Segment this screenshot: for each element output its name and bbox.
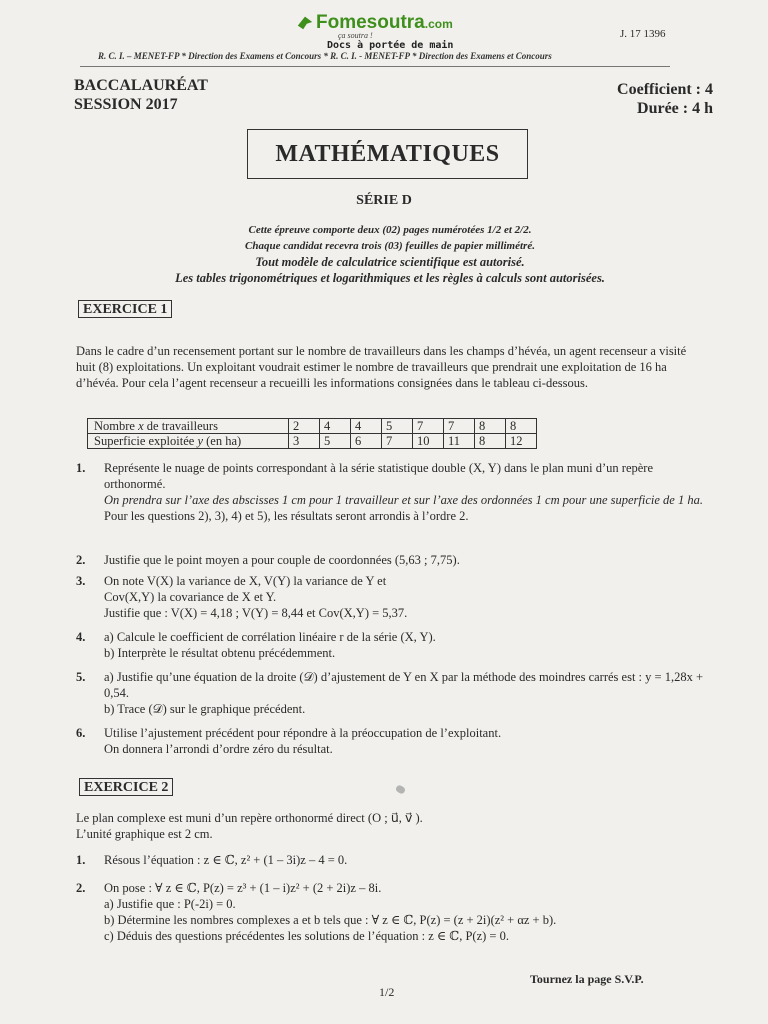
- duration: Durée : 4 h: [637, 100, 713, 117]
- exercice-2-intro: [76, 810, 716, 842]
- institution-band: R. C. I. – MENET-FP * Direction des Examens et Concours * R. C. I. - MENET-FP * Direction des Examens et Concours: [98, 51, 552, 61]
- exercice-1-title: EXERCICE 1: [78, 300, 172, 318]
- instruction-4: Les tables trigonométriques et logarithmiques et les règles à calculs sont autorisées.: [175, 271, 605, 285]
- exam-meta-block: [608, 80, 713, 118]
- table-row: [88, 419, 537, 434]
- ink-smudge: [395, 784, 406, 795]
- data-table: [87, 418, 537, 449]
- table-cell: 5: [320, 434, 351, 449]
- logo-text: Fomesoutra: [316, 12, 425, 33]
- table-cell: 7: [413, 419, 444, 434]
- table-cell: 8: [506, 419, 537, 434]
- exercice-2-intro-2: L’unité graphique est 2 cm.: [76, 827, 213, 841]
- question-1-2: [76, 552, 704, 568]
- question-text: Utilise l’ajustement précédent pour répondre à la préoccupation de l’exploitant.: [104, 726, 502, 740]
- question-part-b: b) Détermine les nombres complexes a et b tels que : ∀ z ∈ ℂ, P(z) = (z + 2i)(z² + αz + b).: [104, 913, 557, 927]
- exam-name: BACCALAURÉAT: [74, 77, 208, 94]
- question-number: 1.: [76, 853, 86, 867]
- question-text: On pose : ∀ z ∈ ℂ, P(z) = z³ + (1 – i)z² + (2 + 2i)z – 8i.: [104, 881, 382, 895]
- table-cell: 8: [475, 419, 506, 434]
- question-1-1: [76, 460, 704, 524]
- table-cell: 12: [506, 434, 537, 449]
- serie-label: SÉRIE D: [356, 193, 412, 208]
- question-text: Résous l’équation : z ∈ ℂ, z² + (1 – 3i)z – 4 = 0.: [104, 853, 348, 867]
- exam-session: SESSION 2017: [74, 96, 178, 113]
- question-part-a: a) Justifie qu’une équation de la droite (𝒟) d’ajustement de Y en X par la méthode des moindres carrés est : y = 1,28x + 0,54.: [104, 670, 704, 700]
- subject-title-box: [247, 129, 528, 179]
- question-number: 4.: [76, 630, 86, 644]
- question-1-5: [76, 669, 704, 717]
- table-cell: 5: [382, 419, 413, 434]
- question-hint: On prendra sur l’axe des abscisses 1 cm pour 1 travailleur et sur l’axe des ordonnées 1 cm pour une superficie de 1 ha.: [104, 493, 703, 507]
- docs-slogan: Docs à portée de main: [327, 40, 454, 51]
- table-row: [88, 434, 537, 449]
- question-1-6: [76, 725, 704, 757]
- table-cell: 8: [475, 434, 506, 449]
- question-part-c: c) Déduis des questions précédentes les solutions de l’équation : z ∈ ℂ, P(z) = 0.: [104, 929, 509, 943]
- instructions: [120, 222, 660, 286]
- question-1-4: [76, 629, 704, 661]
- exercice-1-intro: Dans le cadre d’un recensement portant sur le nombre de travailleurs dans les champs d’hévéa, un agent recenseur a visité huit (8) exploitations. Un exploitant voudrait estimer le nombre de travailleurs que prendrait une exploitation de 16 ha d’hévéa. Pour cela l’agent recenseur a recueilli les informations consignées dans le tableau ci-dessous.: [76, 344, 687, 390]
- table-cell: 4: [320, 419, 351, 434]
- table-cell: 4: [351, 419, 382, 434]
- table-cell: 7: [444, 419, 475, 434]
- logo-suffix: .com: [424, 17, 453, 31]
- question-number: 2.: [76, 881, 86, 895]
- logo-icon: [296, 13, 314, 31]
- header-divider: [80, 66, 670, 67]
- exercice-2-title: EXERCICE 2: [79, 778, 173, 796]
- table-cell: 7: [382, 434, 413, 449]
- table-cell: 6: [351, 434, 382, 449]
- question-text: On donnera l’arrondi d’ordre zéro du résultat.: [104, 742, 333, 756]
- question-text: Cov(X,Y) la covariance de X et Y.: [104, 590, 277, 604]
- table-cell: 10: [413, 434, 444, 449]
- instruction-1: Cette épreuve comporte deux (02) pages numérotées 1/2 et 2/2.: [248, 224, 532, 236]
- question-number: 5.: [76, 670, 86, 684]
- row-label-area: Superficie exploitée y (en ha): [88, 434, 289, 449]
- question-note: Pour les questions 2), 3), 4) et 5), les résultats seront arrondis à l’ordre 2.: [104, 509, 469, 523]
- coefficient: Coefficient : 4: [617, 81, 713, 98]
- subject-title: MATHÉMATIQUES: [275, 141, 500, 167]
- question-1-3: [76, 573, 704, 621]
- table-cell: 11: [444, 434, 475, 449]
- question-2-2: [76, 880, 704, 944]
- exercice-2-intro-1: Le plan complexe est muni d’un repère orthonormé direct (O ; u⃗, v⃗ ).: [76, 811, 423, 825]
- turn-page-note: Tournez la page S.V.P.: [530, 972, 644, 986]
- row-label-workers: Nombre x de travailleurs: [88, 419, 289, 434]
- logo-tagline: ça soutra !: [338, 31, 373, 40]
- question-text: Justifie que le point moyen a pour couple de coordonnées (5,63 ; 7,75).: [104, 553, 460, 567]
- question-part-b: b) Trace (𝒟) sur le graphique précédent.: [104, 702, 306, 716]
- question-2-1: [76, 852, 704, 868]
- instruction-2: Chaque candidat recevra trois (03) feuilles de papier millimétré.: [245, 240, 535, 252]
- question-part-a: a) Justifie que : P(-2i) = 0.: [104, 897, 236, 911]
- question-text: On note V(X) la variance de X, V(Y) la variance de Y et: [104, 574, 387, 588]
- page-number: 1/2: [379, 985, 395, 999]
- instruction-3: Tout modèle de calculatrice scientifique est autorisé.: [255, 255, 525, 269]
- exam-session-block: [74, 76, 208, 114]
- question-part-b: b) Interprète le résultat obtenu précédemment.: [104, 646, 336, 660]
- question-number: 1.: [76, 461, 86, 475]
- question-number: 6.: [76, 726, 86, 740]
- table-cell: 2: [289, 419, 320, 434]
- exam-reference: J. 17 1396: [620, 28, 666, 40]
- question-text: Justifie que : V(X) = 4,18 ; V(Y) = 8,44 et Cov(X,Y) = 5,37.: [104, 606, 408, 620]
- question-number: 3.: [76, 574, 86, 588]
- question-text: Représente le nuage de points correspondant à la série statistique double (X, Y) dans le plan muni d’un repère orthonormé.: [104, 461, 654, 491]
- site-logo[interactable]: [296, 12, 453, 34]
- question-part-a: a) Calcule le coefficient de corrélation linéaire r de la série (X, Y).: [104, 630, 436, 644]
- table-cell: 3: [289, 434, 320, 449]
- question-number: 2.: [76, 553, 86, 567]
